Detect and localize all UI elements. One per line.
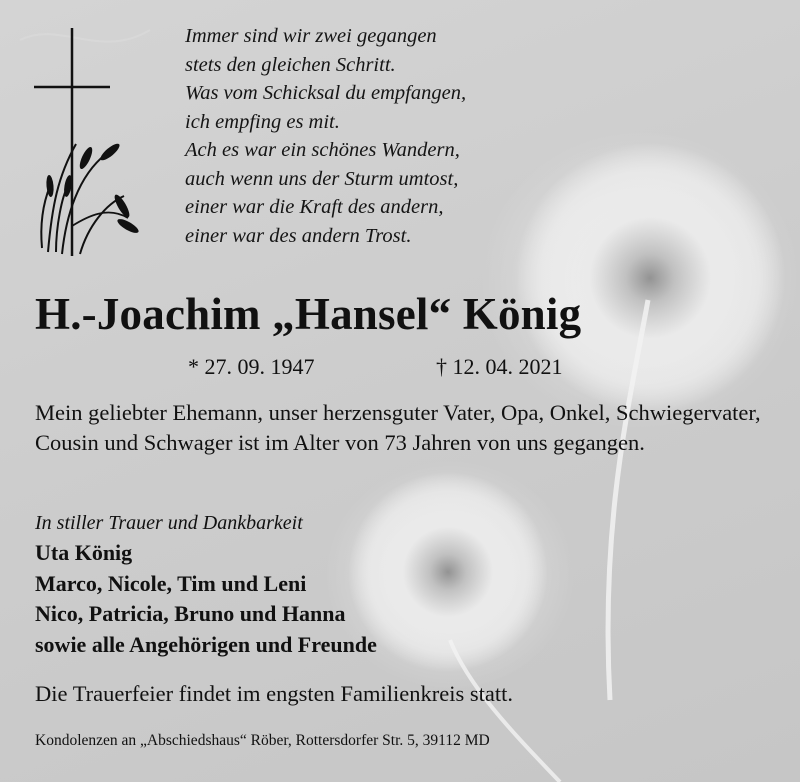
cross-with-grain-icon [28,26,148,258]
mourner-entry: Marco, Nicole, Tim und Leni [35,570,307,596]
poem-line: Ach es war ein schönes Wandern, [185,139,460,161]
birth-date: * 27. 09. 1947 [188,354,315,379]
obituary-message: Mein geliebter Ehemann, unser herzensguter Vater, Opa, Onkel, Schwiegervater, Cousin und Schwager ist im Alter von 73 Jahren von uns gegangen. [35,400,761,455]
mourner-entry: Uta König [35,540,133,565]
death-date: † 12. 04. 2021 [436,354,563,379]
deceased-name: H.-Joachim „Hansel“ König [35,289,582,339]
dandelion-small [348,472,548,672]
mourner-entry: Nico, Patricia, Bruno und Hanna [35,601,346,626]
poem-line: auch wenn uns der Sturm umtost, [185,167,459,190]
poem-line: einer war die Kraft des andern, [185,196,444,218]
poem-line: Was vom Schicksal du empfangen, [185,82,467,104]
poem-line: einer war des andern Trost. [185,224,412,247]
poem-line: ich empfing es mit. [185,110,340,133]
poem-line: Immer sind wir zwei gegangen [185,25,437,47]
poem-line: stets den gleichen Schritt. [185,53,396,76]
mourning-intro: In stiller Trauer und Dankbarkeit [35,512,303,534]
memorial-poem [185,22,466,250]
mourner-entry: sowie alle Angehörigen und Freunde [35,631,377,657]
mourners-list [35,538,377,660]
ceremony-note: Die Trauerfeier findet im engsten Familienkreis statt. [35,681,514,706]
condolences-address: Kondolenzen an „Abschiedshaus“ Röber, Rottersdorfer Str. 5, 39112 MD [35,732,490,749]
